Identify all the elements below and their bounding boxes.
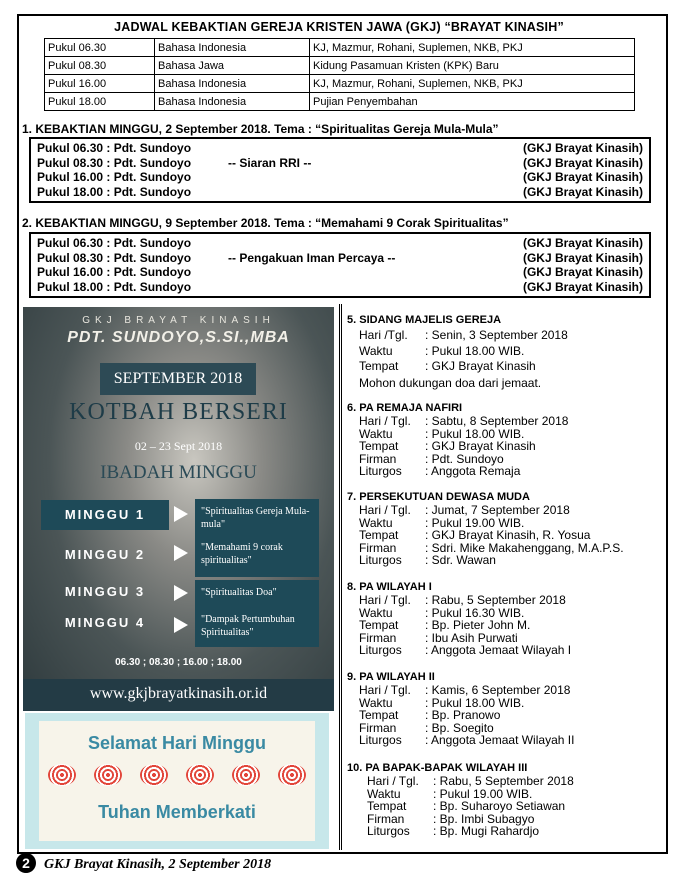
- event-row: [347, 683, 571, 697]
- service-note: -- Siaran RRI --: [228, 155, 312, 170]
- service-time: Pukul 08.30 : Pdt. Sundoyo: [37, 155, 192, 170]
- column-divider: [339, 304, 342, 850]
- poster-ibadah: IBADAH MINGGU: [100, 462, 257, 483]
- event-row: [347, 695, 525, 710]
- swirl-icon: [48, 764, 76, 786]
- event-key: Hari / Tgl.: [359, 593, 411, 607]
- event-key: Liturgos: [359, 733, 402, 747]
- event-6: [347, 402, 569, 478]
- table-cell: Pukul 08.30: [45, 57, 155, 75]
- event-row: [347, 618, 531, 632]
- service-row: [35, 280, 645, 295]
- poster-series-title: KOTBAH BERSERI: [69, 399, 288, 425]
- event-value: : Anggota Jemaat Wilayah I: [425, 643, 572, 657]
- event-10: [347, 762, 574, 838]
- poster-week-3-theme: "Spiritualitas Doa": [195, 580, 319, 608]
- event-key: Waktu: [359, 515, 393, 530]
- event-key: Liturgos: [367, 824, 410, 838]
- service-row: [35, 170, 645, 185]
- service-time: Pukul 18.00 : Pdt. Sundoyo: [37, 184, 192, 199]
- event-value: : Pukul 18.00 WIB.: [425, 426, 525, 441]
- poster-month: SEPTEMBER 2018: [100, 363, 256, 395]
- table-cell: Pukul 06.30: [45, 39, 155, 57]
- swirl-icon: [278, 764, 306, 786]
- service-time: Pukul 06.30 : Pdt. Sundoyo: [37, 236, 192, 250]
- event-value: : Jumat, 7 September 2018: [425, 503, 570, 517]
- event-value: : GKJ Brayat Kinasih: [425, 359, 536, 373]
- poster-website: www.gkjbrayatkinasih.or.id: [23, 679, 334, 711]
- event-row: [347, 720, 494, 735]
- service-row: [35, 265, 645, 280]
- event-value: : Bp. Pieter John M.: [425, 618, 531, 632]
- event-value: : Bp. Soegito: [425, 720, 494, 735]
- event-key: Hari /Tgl.: [359, 328, 408, 342]
- event-row: [347, 503, 570, 517]
- page-number: 2: [16, 853, 36, 873]
- service-church: (GKJ Brayat Kinasih): [522, 279, 643, 294]
- table-cell: Bahasa Indonesia: [155, 93, 310, 111]
- event-value: : Bp. Pranowo: [425, 708, 501, 722]
- table-cell: Bahasa Indonesia: [155, 75, 310, 93]
- event-value: : Sdr. Wawan: [425, 553, 496, 567]
- event-key: Tempat: [359, 618, 399, 632]
- table-cell: Pujian Penyembahan: [310, 93, 635, 111]
- event-value: : Ibu Asih Purwati: [425, 630, 518, 645]
- service-church: (GKJ Brayat Kinasih): [522, 170, 643, 184]
- service-time: Pukul 16.00 : Pdt. Sundoyo: [37, 170, 192, 184]
- card-line-1: Selamat Hari Minggu: [87, 733, 267, 753]
- event-title: 9. PA WILAYAH II: [347, 671, 435, 683]
- event-row: [347, 464, 521, 478]
- event-value: : Pukul 19.00 WIB.: [425, 515, 525, 530]
- poster-pastor: PDT. SUNDOYO,S.SI.,MBA: [67, 329, 290, 346]
- event-value: : Rabu, 5 September 2018: [425, 593, 566, 607]
- service-church: (GKJ Brayat Kinasih): [522, 184, 643, 199]
- event-row: [347, 540, 624, 555]
- arrow-right-icon: [174, 506, 188, 522]
- service-row: [35, 156, 645, 171]
- event-key: Waktu: [359, 343, 393, 358]
- service-note: -- Pengakuan Iman Percaya --: [228, 250, 396, 265]
- event-key: Tempat: [359, 359, 399, 373]
- swirl-icon: [232, 764, 260, 786]
- arrow-right-icon: [174, 585, 188, 601]
- event-row: [347, 786, 533, 801]
- service-row: [35, 185, 645, 200]
- event-key: Tempat: [367, 799, 407, 813]
- event-key: Tempat: [359, 708, 399, 722]
- event-key: Firman: [359, 630, 397, 645]
- poster-org: GKJ BRAYAT KINASIH: [82, 315, 275, 326]
- poster-week-3: MINGGU 3: [64, 584, 146, 599]
- event-key: Tempat: [359, 439, 399, 453]
- card-line-2: Tuhan Memberkati: [98, 802, 256, 822]
- event-key: Hari / Tgl.: [359, 503, 411, 517]
- event-value: : Pukul 16.30 WIB.: [425, 605, 525, 620]
- event-row: [347, 824, 540, 838]
- table-row: [45, 57, 635, 75]
- event-row: [347, 630, 518, 645]
- event-row: [347, 593, 566, 607]
- event-value: : Sdri. Mike Makahenggang, M.A.P.S.: [425, 540, 624, 555]
- table-cell: Pukul 18.00: [45, 93, 155, 111]
- event-value: : Bp. Mugi Rahardjo: [433, 824, 540, 838]
- table-row: [45, 93, 635, 111]
- event-title: 10. PA BAPAK-BAPAK WILAYAH III: [347, 762, 528, 774]
- event-row: [347, 359, 541, 372]
- event-value: : Pukul 18.00 WIB.: [425, 343, 525, 358]
- event-key: Hari / Tgl.: [359, 414, 411, 428]
- poster-week-2-theme: "Memahami 9 corak spiritualitas": [195, 535, 319, 577]
- event-row: [347, 528, 591, 542]
- event-key: Firman: [359, 451, 397, 466]
- event-key: Hari / Tgl.: [359, 683, 411, 697]
- table-cell: Bahasa Jawa: [155, 57, 310, 75]
- event-key: Waktu: [367, 786, 401, 801]
- event-row: [347, 451, 504, 466]
- event-key: Waktu: [359, 605, 393, 620]
- event-value: : GKJ Brayat Kinasih: [425, 439, 536, 453]
- event-key: Hari / Tgl.: [367, 774, 419, 788]
- event-row: [347, 344, 541, 357]
- schedule-table: [44, 38, 635, 111]
- event-row: [347, 553, 530, 566]
- event-value: : Senin, 3 September 2018: [425, 328, 568, 342]
- event-value: : Bp. Suharoyo Setiawan: [433, 799, 566, 813]
- service-time: Pukul 06.30 : Pdt. Sundoyo: [37, 141, 192, 155]
- event-row: [347, 774, 574, 788]
- event-row: [347, 643, 572, 657]
- event-9: [347, 671, 575, 747]
- swirl-icon: [94, 764, 122, 786]
- event-title: 8. PA WILAYAH I: [347, 581, 432, 593]
- event-5: [347, 314, 568, 390]
- event-note: Mohon dukungan doa dari jemaat.: [359, 375, 542, 390]
- event-row: [347, 426, 525, 441]
- table-cell: Pukul 16.00: [45, 75, 155, 93]
- event-8: [347, 581, 572, 657]
- service-time: Pukul 08.30 : Pdt. Sundoyo: [37, 250, 192, 265]
- event-key: Liturgos: [359, 464, 402, 478]
- event-row: [347, 733, 575, 747]
- event-value: : Rabu, 5 September 2018: [433, 774, 574, 788]
- service-church: (GKJ Brayat Kinasih): [522, 265, 643, 279]
- service-church: (GKJ Brayat Kinasih): [522, 236, 643, 250]
- event-title: 7. PERSEKUTUAN DEWASA MUDA: [347, 491, 530, 503]
- event-key: Waktu: [359, 695, 393, 710]
- poster-week-4: MINGGU 4: [64, 615, 146, 630]
- event-row: [347, 811, 535, 826]
- table-cell: Kidung Pasamuan Kristen (KPK) Baru: [310, 57, 635, 75]
- page-footer: [16, 853, 271, 873]
- event-row: [347, 516, 530, 529]
- event-key: Liturgos: [359, 553, 402, 567]
- service-2-box: [29, 232, 651, 298]
- poster-times: 06.30 ; 08.30 ; 16.00 ; 18.00: [115, 657, 242, 668]
- event-value: : Sabtu, 8 September 2018: [425, 414, 569, 428]
- event-value: : GKJ Brayat Kinasih, R. Yosua: [425, 528, 591, 542]
- event-value: : Kamis, 6 September 2018: [425, 683, 571, 697]
- service-1-heading: 1. KEBAKTIAN MINGGU, 2 September 2018. Tema : “Spiritualitas Gereja Mula-Mula”: [22, 122, 499, 136]
- event-row: [347, 799, 566, 813]
- poster-week-1-theme: "Spiritualitas Gereja Mula-mula": [195, 499, 319, 539]
- event-value: : Pukul 18.00 WIB.: [425, 695, 525, 710]
- table-cell: KJ, Mazmur, Rohani, Suplemen, NKB, PKJ: [310, 39, 635, 57]
- event-row: [347, 439, 536, 453]
- swirl-decoration: [39, 761, 315, 789]
- service-1-box: [29, 137, 651, 203]
- event-value: : Anggota Jemaat Wilayah II: [425, 733, 575, 747]
- event-title: 5. SIDANG MAJELIS GEREJA: [347, 314, 502, 326]
- sermon-series-poster: [23, 307, 334, 711]
- event-value: : Pukul 19.00 WIB.: [433, 786, 533, 801]
- poster-week-2: MINGGU 2: [64, 547, 146, 562]
- swirl-icon: [140, 764, 168, 786]
- service-row: [35, 141, 645, 156]
- service-row: [35, 236, 645, 251]
- event-key: Firman: [367, 811, 405, 826]
- event-title: 6. PA REMAJA NAFIRI: [347, 402, 463, 414]
- service-row: [35, 251, 645, 266]
- service-time: Pukul 18.00 : Pdt. Sundoyo: [37, 279, 192, 294]
- service-church: (GKJ Brayat Kinasih): [522, 250, 643, 265]
- poster-dates: 02 – 23 Sept 2018: [134, 439, 223, 453]
- arrow-right-icon: [174, 545, 188, 561]
- swirl-icon: [186, 764, 214, 786]
- service-2-heading: 2. KEBAKTIAN MINGGU, 9 September 2018. Tema : “Memahami 9 Corak Spiritualitas”: [22, 216, 509, 230]
- poster-week-4-theme: "Dampak Pertumbuhan Spiritualitas": [195, 607, 319, 647]
- event-key: Firman: [359, 720, 397, 735]
- arrow-right-icon: [174, 617, 188, 633]
- event-key: Liturgos: [359, 643, 402, 657]
- event-key: Firman: [359, 540, 397, 555]
- table-row: [45, 39, 635, 57]
- event-row: [347, 414, 569, 428]
- event-value: : Bp. Imbi Subagyo: [433, 811, 535, 826]
- event-key: Waktu: [359, 426, 393, 441]
- event-row: [347, 328, 568, 342]
- event-value: : Anggota Remaja: [425, 464, 521, 478]
- event-value: : Pdt. Sundoyo: [425, 451, 504, 466]
- service-time: Pukul 16.00 : Pdt. Sundoyo: [37, 265, 192, 279]
- greeting-card: [25, 713, 329, 849]
- event-row: [347, 708, 501, 722]
- event-row: [347, 605, 525, 620]
- schedule-title: JADWAL KEBAKTIAN GEREJA KRISTEN JAWA (GKJ) “BRAYAT KINASIH”: [114, 20, 564, 34]
- footer-text: GKJ Brayat Kinasih, 2 September 2018: [44, 857, 272, 872]
- table-cell: KJ, Mazmur, Rohani, Suplemen, NKB, PKJ: [310, 75, 635, 93]
- service-church: (GKJ Brayat Kinasih): [522, 155, 643, 170]
- table-row: [45, 75, 635, 93]
- table-cell: Bahasa Indonesia: [155, 39, 310, 57]
- poster-week-1: MINGGU 1: [41, 500, 169, 530]
- service-church: (GKJ Brayat Kinasih): [522, 141, 643, 155]
- event-7: [347, 491, 624, 567]
- event-key: Tempat: [359, 528, 399, 542]
